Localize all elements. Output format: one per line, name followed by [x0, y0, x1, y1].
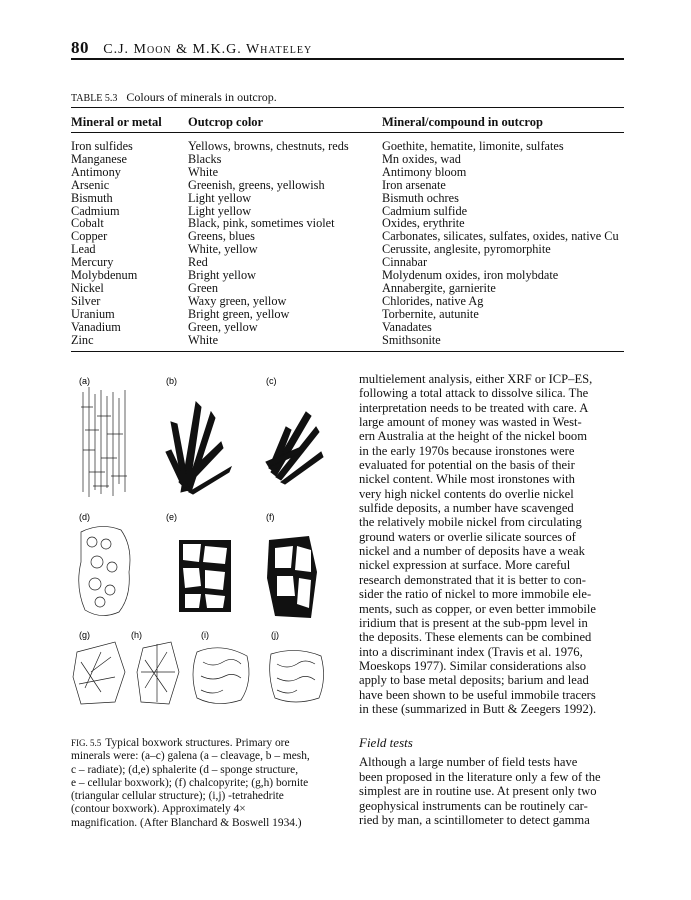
figure-panel-label: (a)	[79, 376, 90, 386]
body-text-line: following a total attack to dissolve silica. The	[359, 386, 589, 401]
body-text	[359, 372, 624, 716]
body-text-line: in the early 1970s because ironstones were	[359, 443, 575, 458]
table-column-compounds-line: Antimony bloom	[382, 164, 467, 179]
table-header-mineral: Mineral or metal	[71, 115, 162, 129]
table-column-compounds-line: Cerussite, anglesite, pyromorphite	[382, 242, 551, 257]
table-header-rule	[71, 132, 624, 133]
body-text-line: ments, such as copper, or even better immobile	[359, 601, 596, 616]
table-column-colors-line: Greenish, greens, yellowish	[188, 177, 325, 192]
body-text-line: have been shown to be useful immobile tracers	[359, 687, 596, 702]
figure-panel-label: (c)	[266, 376, 277, 386]
table-column-compounds-line: Cadmium sulfide	[382, 203, 468, 218]
table-column-compounds-line: Smithsonite	[382, 332, 441, 347]
body-text-line: sulfide deposits, a number have scavenged	[359, 501, 574, 516]
table-column-colors	[188, 140, 349, 347]
figure-panel-label: (b)	[166, 376, 177, 386]
figure-panel-label: (h)	[131, 630, 142, 640]
body-text-line: nickel expression at surface. More careful	[359, 558, 571, 573]
table-column-minerals-line: Mercury	[71, 255, 114, 270]
figure-panel-label: (d)	[79, 512, 90, 522]
section-heading: Field tests	[359, 735, 413, 750]
panel-b-drawing	[166, 402, 231, 494]
body-text-line: apply to base metal deposits; barium and lead	[359, 673, 589, 688]
table-column-colors-line: Bright green, yellow	[188, 306, 290, 321]
body-text-line: interpretation needs to be treated with care. A	[359, 400, 589, 415]
figure-caption-line: (triangular cellular structure); (i,j) -tetrahedrite	[71, 790, 284, 803]
table-column-compounds-line: Torbernite, autunite	[382, 306, 479, 321]
table-column-compounds-line: Iron arsenate	[382, 177, 446, 192]
table-label: TABLE 5.3	[71, 93, 118, 104]
running-head-authors: C.J. Moon & M.K.G. Whateley	[103, 42, 313, 57]
table-column-minerals-line: Lead	[71, 242, 96, 257]
figure-caption-line	[71, 737, 346, 750]
body-text-line: multielement analysis, either XRF or ICP–ES,	[359, 372, 593, 386]
body-text-line: ern Australia at the height of the nickel boom	[359, 429, 588, 444]
table-column-colors-line: Green	[188, 280, 219, 295]
table-column-compounds-line: Oxides, erythrite	[382, 216, 465, 231]
figure-caption-line: e – cellular boxwork); (f) chalcopyrite; (g,h) bornite	[71, 776, 309, 789]
table-column-colors-line: Waxy green, yellow	[188, 293, 287, 308]
body-text-line: the relatively mobile nickel from circulating	[359, 515, 582, 530]
table-column-compounds-line: Goethite, hematite, limonite, sulfates	[382, 139, 564, 153]
table-column-minerals-line: Cobalt	[71, 216, 104, 231]
table-column-colors-line: White	[188, 164, 219, 179]
header-rule	[71, 58, 624, 60]
boxwork-figure	[71, 372, 356, 717]
table-column-minerals-line: Molybdenum	[71, 268, 138, 283]
table-column-minerals	[71, 140, 137, 347]
table-column-compounds-line: Cinnabar	[382, 255, 428, 270]
body-text-line: iridium that is present at the sub-ppm level in	[359, 615, 588, 630]
body-text-line: sider the ratio of nickel to more immobile ele-	[359, 587, 592, 602]
body-text-line: large amount of money was wasted in West-	[359, 415, 582, 430]
table-column-colors-line: Light yellow	[188, 190, 252, 205]
table-column-colors-line: Bright yellow	[188, 268, 256, 283]
section-body-text-line: been proposed in the literature only a few of the	[359, 769, 601, 784]
body-text-line: into a discriminant index (Travis et al. 1976,	[359, 644, 583, 659]
figure-caption-line: magnification. (After Blanchard & Boswell 1934.)	[71, 816, 302, 829]
table-column-minerals-line: Nickel	[71, 280, 104, 295]
figure-caption-line: c – radiate); (d,e) sphalerite (d – sponge structure,	[71, 763, 299, 776]
figure-panel-label: (g)	[79, 630, 90, 640]
table-column-colors-line: Green, yellow	[188, 319, 258, 334]
body-text-line: very high nickel contents do overlie nickel	[359, 486, 574, 501]
table-column-compounds-line: Annabergite, garnierite	[382, 280, 496, 295]
table-top-rule	[71, 107, 624, 108]
body-text-line: nickel and a number of deposits have a weak	[359, 544, 585, 559]
table-column-compounds-line: Vanadates	[382, 319, 432, 334]
table-column-colors-line: Yellows, browns, chestnuts, reds	[188, 139, 349, 153]
body-text-line: Moeskops 1977). Similar considerations also	[359, 658, 587, 673]
table-header-color: Outcrop color	[188, 115, 264, 129]
table-column-colors-line: Blacks	[188, 151, 222, 166]
body-text-line: research demonstrated that it is better to con-	[359, 572, 586, 587]
table-column-colors-line: White	[188, 332, 219, 347]
figure-panel-label: (i)	[201, 630, 209, 640]
panel-g-to-j-drawing	[73, 642, 324, 704]
panel-e-drawing	[179, 540, 231, 612]
table-column-colors-line: Red	[188, 255, 208, 270]
figure-caption-first-line: Typical boxwork structures. Primary ore	[105, 737, 290, 749]
table-column-minerals-line: Antimony	[71, 164, 121, 179]
figure-panel-label: (f)	[266, 512, 275, 522]
body-text-line: ground waters or overlie silicate sources of	[359, 529, 576, 544]
body-text-line: in these (summarized in Butt & Zeegers 1992).	[359, 701, 597, 716]
table-column-compounds-line: Carbonates, silicates, sulfates, oxides, native Cu	[382, 229, 619, 244]
figure-label: FIG. 5.5	[71, 738, 102, 748]
section-body-text	[359, 755, 624, 828]
table-column-compounds-line: Chlorides, native Ag	[382, 293, 484, 308]
panel-f-drawing	[267, 536, 317, 618]
figure-panel-label: (j)	[271, 630, 279, 640]
table-column-minerals-line: Silver	[71, 293, 101, 308]
table-bottom-rule	[71, 351, 624, 352]
table-column-colors-line: Greens, blues	[188, 229, 255, 244]
page-number: 80	[71, 38, 89, 57]
figure-caption	[71, 737, 346, 830]
table-column-minerals-line: Zinc	[71, 332, 94, 347]
section-body-text-line: Although a large number of field tests have	[359, 755, 578, 769]
page-header	[71, 38, 312, 58]
figure-caption-line: (contour boxwork). Approximately 4×	[71, 803, 246, 816]
body-text-line: nickel content. While most ironstones with	[359, 472, 575, 487]
panel-c-drawing	[266, 412, 323, 484]
table-column-minerals-line: Copper	[71, 229, 108, 244]
table-column-minerals-line: Bismuth	[71, 190, 113, 205]
table-caption	[71, 90, 277, 105]
table-column-minerals-line: Manganese	[71, 151, 127, 166]
table-column-colors-line: White, yellow	[188, 242, 258, 257]
table-column-minerals-line: Uranium	[71, 306, 115, 321]
table-column-compounds-line: Bismuth ochres	[382, 190, 459, 205]
body-text-line: evaluated for potential on the basis of their	[359, 458, 575, 473]
table-column-colors-line: Light yellow	[188, 203, 252, 218]
table-column-minerals-line: Iron sulfides	[71, 139, 133, 153]
table-column-minerals-line: Arsenic	[71, 177, 110, 192]
section-body-text-line: simplest are in routine use. At present only two	[359, 784, 597, 799]
figure-panel-label: (e)	[166, 512, 177, 522]
panel-d-drawing	[79, 526, 130, 615]
table-title: Colours of minerals in outcrop.	[126, 90, 277, 104]
table-column-minerals-line: Cadmium	[71, 203, 120, 218]
table-column-compounds	[382, 140, 619, 347]
panel-a-drawing	[81, 387, 127, 497]
section-body-text-line: geophysical instruments can be routinely car-	[359, 798, 588, 813]
table-column-minerals-line: Vanadium	[71, 319, 121, 334]
table-header-compound: Mineral/compound in outcrop	[382, 115, 543, 129]
body-text-line: the deposits. These elements can be combined	[359, 630, 592, 645]
table-column-compounds-line: Mn oxides, wad	[382, 151, 461, 166]
section-body-text-line: ried by man, a scintillometer to detect gamma	[359, 813, 590, 828]
figure-caption-line: minerals were: (a–c) galena (a – cleavage, b – mesh,	[71, 750, 310, 763]
table-column-compounds-line: Molydenum oxides, iron molybdate	[382, 268, 559, 283]
table-column-colors-line: Black, pink, sometimes violet	[188, 216, 335, 231]
